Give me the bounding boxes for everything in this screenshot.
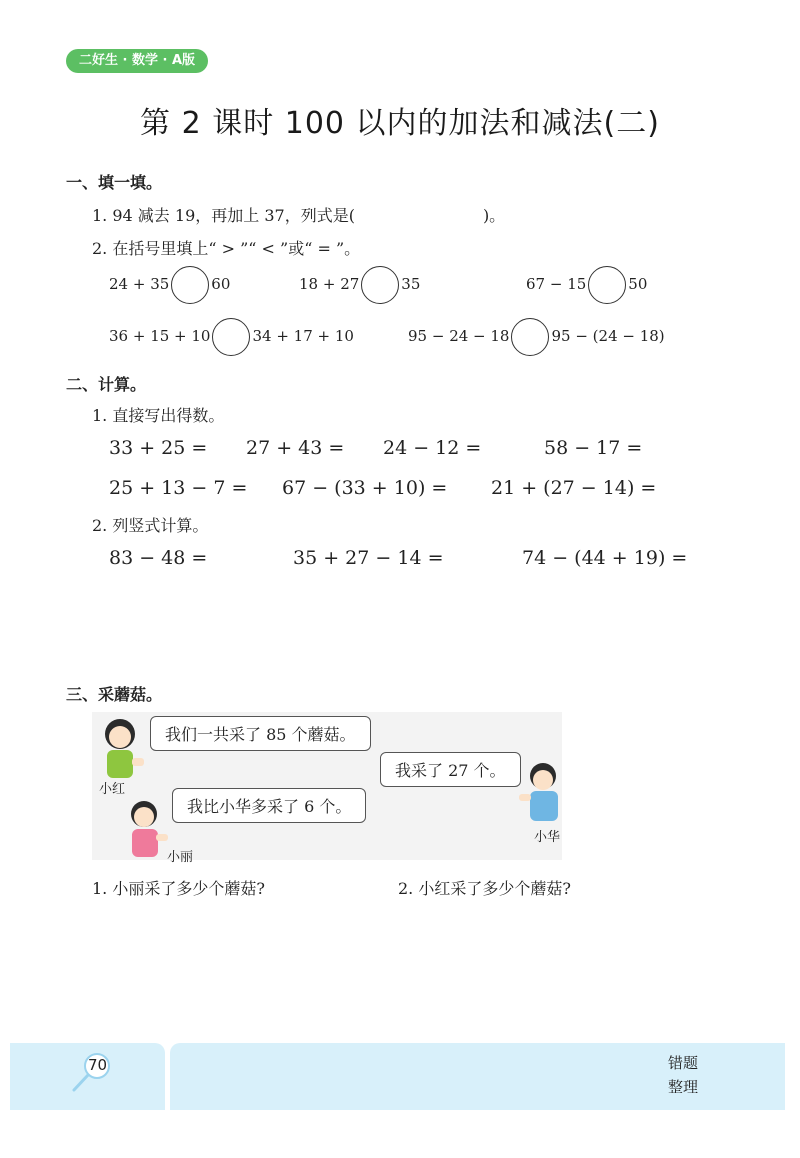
s1-q1-prefix: 1. 94 减去 19，再加上 37，列式是(: [92, 206, 355, 225]
s3-question1: 1. 小丽采了多少个蘑菇?: [92, 879, 265, 898]
book-badge: 二好生 · 数学 · A版: [66, 49, 208, 73]
s1-question1: [92, 203, 505, 226]
name-xiaohua: 小华: [534, 830, 561, 845]
calc-problem: 25 + 13 − 7 =: [109, 477, 248, 499]
compare-item: [299, 266, 420, 304]
error-review-label: [668, 1051, 698, 1099]
compare-item: [408, 318, 665, 356]
calc-problem: 74 − (44 + 19) =: [522, 547, 688, 569]
calc-problem: 67 − (33 + 10) =: [282, 477, 448, 499]
speech-bubble-xiaohua: 我采了 27 个。: [380, 752, 521, 787]
s1-question2: 2. 在括号里填上“ > ”“ < ”或“ = ”。: [92, 239, 361, 258]
compare-item: [109, 318, 354, 356]
compare-right: 50: [628, 275, 648, 293]
section2-heading: 二、计算。: [66, 375, 147, 394]
page-title: 第 2 课时 100 以内的加法和减法(二): [140, 106, 660, 141]
compare-right: 95 − (24 − 18): [551, 327, 665, 345]
calc-problem: 33 + 25 =: [109, 437, 208, 459]
compare-item: [526, 266, 647, 304]
compare-right: 34 + 17 + 10: [252, 327, 354, 345]
calc-problem: 35 + 27 − 14 =: [293, 547, 444, 569]
answer-circle[interactable]: [588, 266, 626, 304]
calc-problem: 21 + (27 − 14) =: [491, 477, 657, 499]
answer-circle[interactable]: [361, 266, 399, 304]
name-xiaohong: 小红: [99, 782, 126, 797]
speech-bubble-xiaoli: 我比小华多采了 6 个。: [172, 788, 366, 823]
compare-left: 36 + 15 + 10: [109, 327, 211, 345]
s2-question1: 1. 直接写出得数。: [92, 406, 225, 425]
calc-problem: 27 + 43 =: [246, 437, 345, 459]
error-label-line1: 错题: [668, 1054, 699, 1072]
error-label-line2: 整理: [668, 1078, 699, 1096]
name-xiaoli: 小丽: [167, 850, 194, 865]
xiaohong-figure: [92, 712, 152, 784]
section3-heading: 三、采蘑菇。: [66, 685, 163, 704]
calc-problem: 24 − 12 =: [383, 437, 482, 459]
s1-q1-suffix: )。: [482, 206, 506, 225]
xiaoli-figure: [118, 796, 174, 860]
compare-left: 24 + 35: [109, 275, 170, 293]
compare-left: 18 + 27: [299, 275, 360, 293]
xiaohua-figure: [515, 758, 567, 824]
calc-problem: 83 − 48 =: [109, 547, 208, 569]
compare-left: 67 − 15: [526, 275, 587, 293]
answer-circle[interactable]: [511, 318, 549, 356]
compare-right: 60: [211, 275, 231, 293]
compare-item: [109, 266, 230, 304]
compare-right: 35: [401, 275, 421, 293]
calc-problem: 58 − 17 =: [544, 437, 643, 459]
s2-question2: 2. 列竖式计算。: [92, 516, 209, 535]
speech-bubble-xiaohong: 我们一共采了 85 个蘑菇。: [150, 716, 371, 751]
answer-circle[interactable]: [212, 318, 250, 356]
answer-circle[interactable]: [171, 266, 209, 304]
section1-heading: 一、填一填。: [66, 173, 163, 192]
page-number: 70: [88, 1056, 108, 1074]
s3-question2: 2. 小红采了多少个蘑菇?: [398, 879, 571, 898]
compare-left: 95 − 24 − 18: [408, 327, 510, 345]
